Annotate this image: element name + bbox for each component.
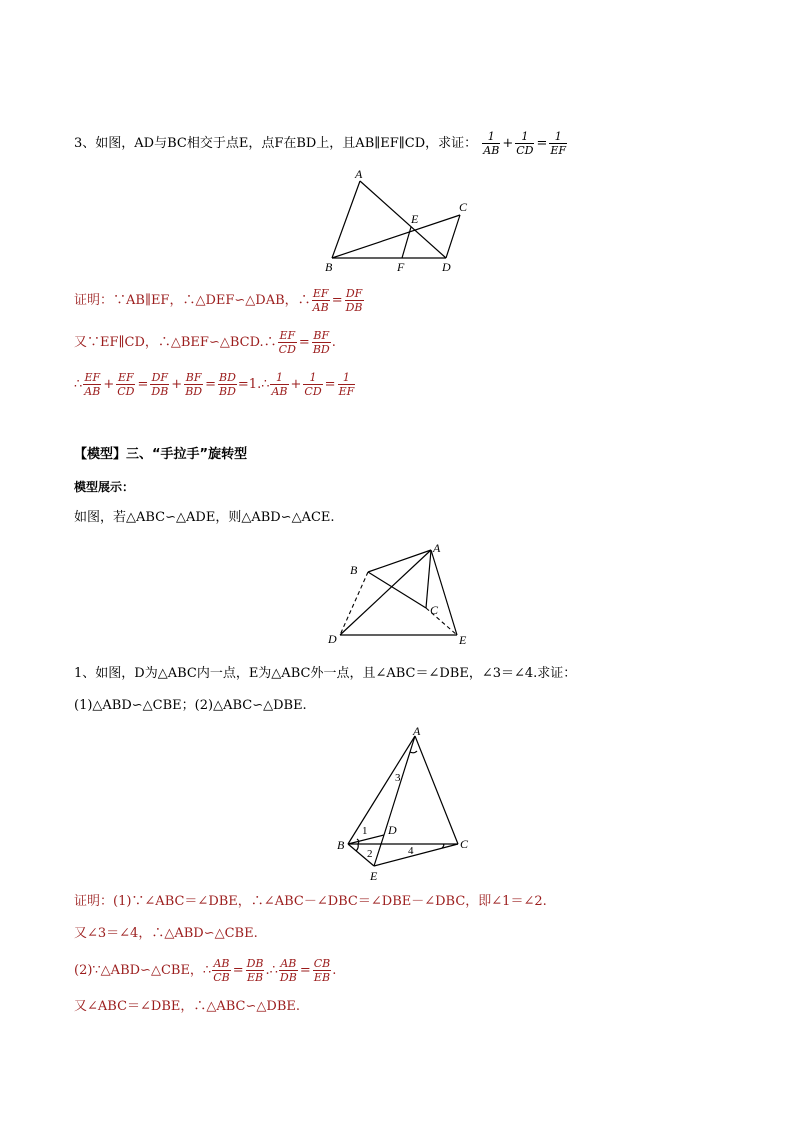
problem3-statement: 3、如图，AD与BC相交于点E，点F在BD上，且AB∥EF∥CD，求证： $\frac{1}{AB}$ + $\frac{1}{CD}$ = $\frac{1}{EF}$ — [74, 130, 567, 157]
fraction-1-over-ef: $\frac{1}{EF}$ — [550, 130, 567, 157]
label-b: B — [350, 563, 358, 577]
segment-ab — [368, 550, 431, 572]
problem1-proof-line1: 证明：(1)∵∠ABC＝∠DBE，∴∠ABC－∠DBC＝∠DBE－∠DBC，即∠1＝∠2. — [74, 894, 547, 909]
angle-label-3: 3 — [395, 772, 401, 784]
segment-ae — [431, 550, 457, 635]
segment-ab — [348, 736, 415, 844]
problem1-proof-line3: (2)∵△ABD∽△CBE，∴ $\frac{AB}{CB}$ = $\frac{DB}{EB}$ .∴ $\frac{AB}{DB}$ = $\frac{CB}{EB}$ . — [74, 957, 337, 984]
label-a: A — [433, 541, 441, 555]
segment-dc — [446, 215, 460, 258]
fraction-1-over-cd: $\frac{1}{CD}$ — [516, 130, 534, 157]
label-e: E — [411, 212, 419, 226]
label-d: D — [328, 632, 337, 646]
segment-ac — [415, 736, 458, 844]
model-subheading: 模型展示： — [74, 480, 135, 494]
label-a: A — [413, 724, 421, 738]
figure-rotation-model — [320, 538, 480, 650]
segment-de — [374, 835, 384, 866]
angle-mark-2 — [356, 844, 358, 851]
dashed-bd — [340, 572, 368, 635]
label-a: A — [355, 167, 363, 181]
segment-ac — [426, 550, 431, 608]
segment-ab — [332, 181, 360, 258]
angle-mark-3 — [410, 751, 417, 753]
segment-ad — [384, 736, 415, 835]
angle-label-2: 2 — [367, 848, 373, 860]
segment-ec — [374, 844, 458, 866]
problem1-parts: (1)△ABD∽△CBE；(2)△ABC∽△DBE. — [74, 698, 307, 713]
angle-label-1: 1 — [362, 825, 368, 837]
model-heading: 【模型】三、“手拉手”旋转型 — [74, 447, 248, 462]
segment-bc — [368, 572, 426, 608]
label-e: E — [459, 633, 467, 647]
label-e: E — [370, 869, 378, 883]
label-d: D — [442, 260, 451, 274]
label-b: B — [325, 260, 333, 274]
label-c: C — [459, 200, 468, 214]
problem3-prefix: 3、如图，AD与BC相交于点E，点F在BD上，且AB∥EF∥CD，求证： — [74, 136, 478, 151]
problem1-proof-line2: 又∠3＝∠4，∴△ABD∽△CBE. — [74, 926, 258, 941]
problem1-proof-line4: 又∠ABC＝∠DBE，∴△ABC∽△DBE. — [74, 999, 300, 1014]
segment-ad — [360, 181, 446, 258]
problem3-proof-line1: 证明：∵AB∥EF，∴△DEF∽△DAB，∴ $\frac{EF}{AB}$ = $\frac{DF}{DB}$ — [74, 287, 363, 314]
fraction-1-over-ab: $\frac{1}{AB}$ — [483, 130, 500, 157]
problem3-proof-line2: 又∵EF∥CD，∴△BEF∽△BCD.∴ $\frac{EF}{CD}$ = $\frac{BF}{BD}$ . — [74, 329, 336, 356]
label-b: B — [337, 838, 345, 852]
angle-label-4: 4 — [408, 845, 414, 857]
label-c: C — [460, 837, 469, 851]
figure-problem1 — [330, 722, 480, 887]
label-c: C — [430, 603, 439, 617]
segment-bc — [332, 215, 460, 258]
problem1-statement: 1、如图，D为△ABC内一点，E为△ABC外一点，且∠ABC＝∠DBE，∠3＝∠4.求证： — [74, 666, 577, 681]
model-statement: 如图，若△ABC∽△ADE，则△ABD∽△ACE. — [74, 510, 335, 525]
problem3-proof-line3: ∴ $\frac{EF}{AB}$ + $\frac{EF}{CD}$ = $\frac{DF}{DB}$ + $\frac{BF}{BD}$ = $\frac{BD}{BD}$ =1.∴ $\frac{1}{AB}$ + $\frac{1}{CD}$ = $\frac{1}{EF}$ — [74, 371, 355, 398]
label-f: F — [397, 260, 405, 274]
segment-ef — [402, 227, 411, 258]
label-d: D — [388, 823, 397, 837]
figure-parallel-lines — [320, 165, 480, 277]
